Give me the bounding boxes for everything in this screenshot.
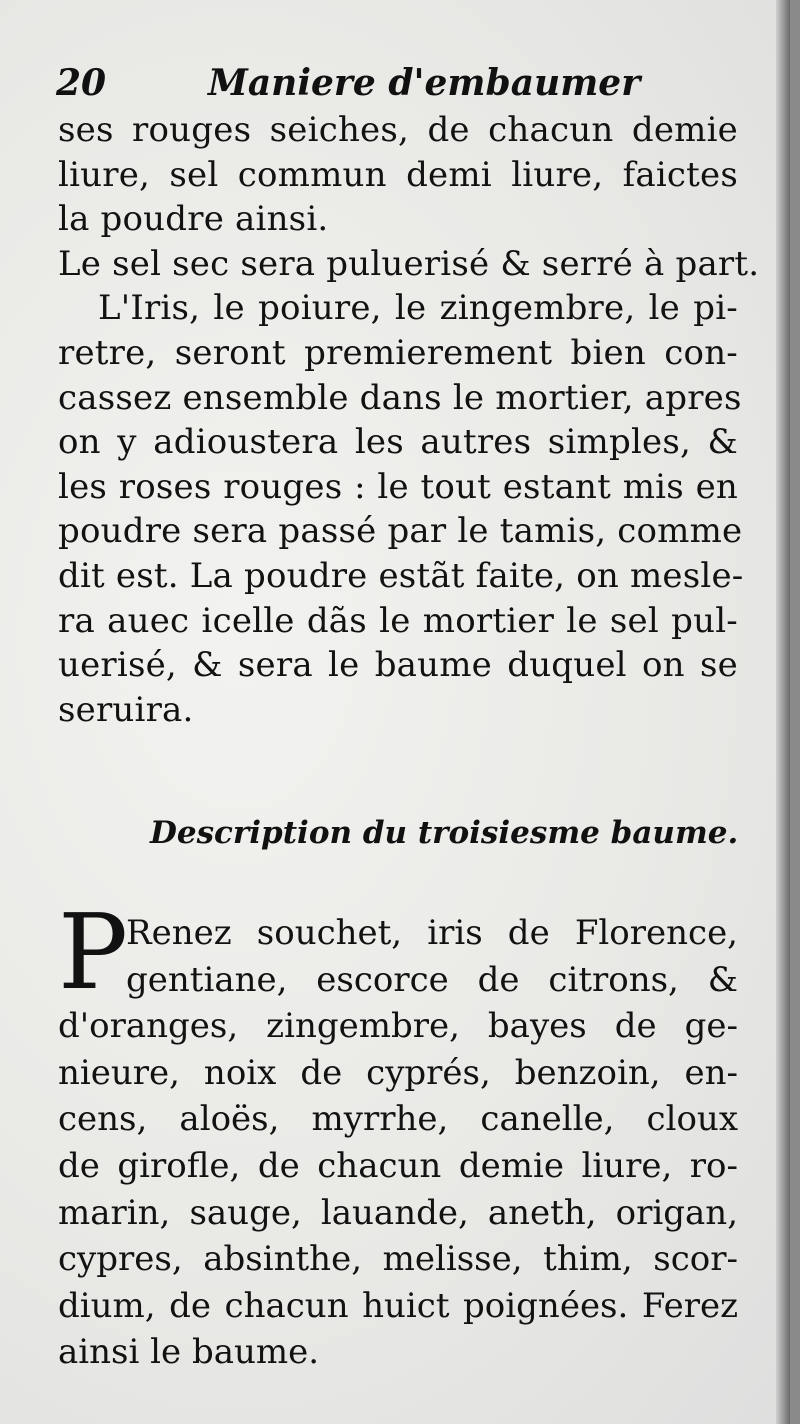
running-head bbox=[56, 62, 736, 112]
text-line: uerisé, & sera le baume duquel on se bbox=[58, 645, 738, 686]
page-edge-shadow bbox=[776, 0, 790, 1424]
text-line: Le sel sec sera puluerisé & serré à part. bbox=[58, 243, 760, 284]
text-line: poudre sera passé par le tamis, comme bbox=[58, 511, 743, 552]
text-line: L'Iris, le poiure, le zingembre, le pi- bbox=[98, 288, 738, 329]
text-line: liure, sel commun demi liure, faictes bbox=[58, 154, 738, 195]
text-line: Renez souchet, iris de Florence, bbox=[126, 913, 738, 953]
text-line: nieure, noix de cyprés, benzoin, en- bbox=[58, 1052, 738, 1093]
text-line: marin, sauge, lauande, aneth, origan, bbox=[58, 1192, 738, 1233]
text-line: on y adioustera les autres simples, & bbox=[58, 422, 738, 463]
page-number: 20 bbox=[56, 62, 107, 104]
text-line: cens, aloës, myrrhe, canelle, cloux bbox=[58, 1099, 738, 1140]
section-heading: Description du troisiesme baume. bbox=[150, 815, 739, 851]
text-line: les roses rouges : le tout estant mis en bbox=[58, 466, 738, 507]
text-line: seruira. bbox=[58, 689, 194, 730]
text-line: la poudre ainsi. bbox=[58, 199, 329, 240]
text-line: dium, de chacun huict poignées. Ferez bbox=[58, 1285, 738, 1326]
text-line: ra auec icelle dãs le mortier le sel pul- bbox=[58, 600, 738, 641]
upper-text-block bbox=[58, 108, 760, 732]
text-line: d'oranges, zingembre, bayes de ge- bbox=[58, 1006, 738, 1047]
lower-text-block bbox=[58, 891, 738, 1376]
text-line: ainsi le baume. bbox=[58, 1332, 320, 1373]
text-line: de girofle, de chacun demie liure, ro- bbox=[58, 1145, 738, 1186]
text-line: cypres, absinthe, melisse, thim, scor- bbox=[58, 1239, 738, 1280]
text-line: retre, seront premierement bien con- bbox=[58, 332, 738, 373]
text-line: gentiane, escorce de citrons, & bbox=[126, 959, 738, 1000]
text-line: ses rouges seiches, de chacun demie bbox=[58, 110, 738, 150]
running-head-title: Maniere d'embaumer bbox=[208, 62, 641, 104]
text-line: cassez ensemble dans le mortier, apres bbox=[58, 377, 742, 418]
text-line: dit est. La poudre estãt faite, on mesle- bbox=[58, 555, 744, 596]
drop-cap: P bbox=[58, 891, 128, 1013]
